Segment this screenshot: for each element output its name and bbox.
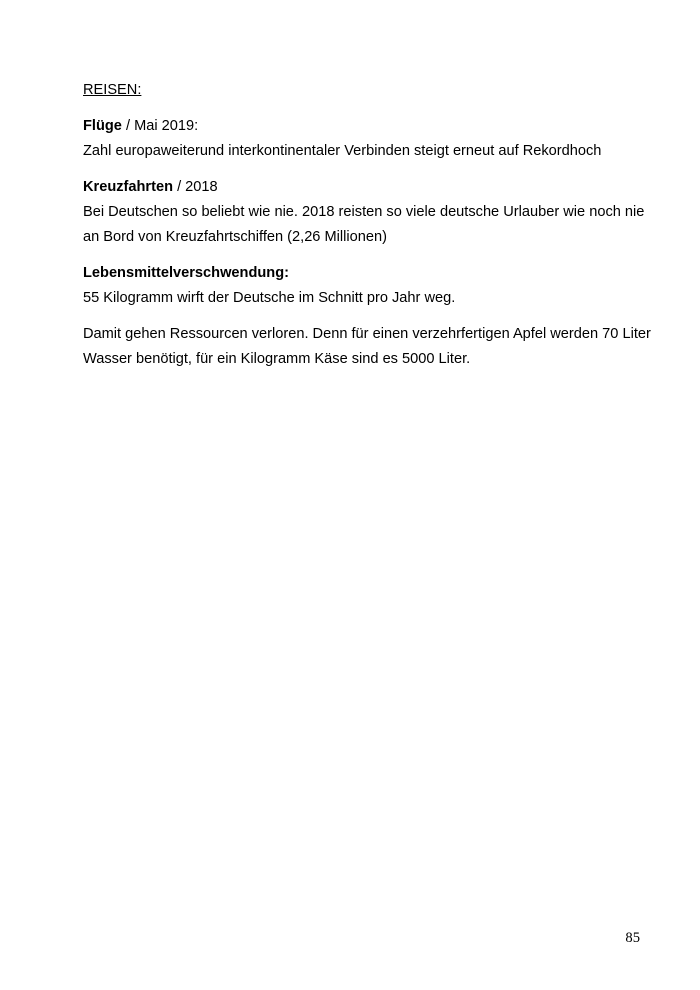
block-ressourcen <box>83 322 651 372</box>
fluege-date: / Mai 2019: <box>121 118 199 134</box>
kreuzfahrten-heading-line <box>83 175 643 200</box>
lebensmittel-title: Lebensmittelverschwendung: <box>83 265 289 281</box>
lebensmittel-text: 55 Kilogramm wirft der Deutsche im Schnitt pro Jahr weg. <box>83 290 456 306</box>
fluege-title: Flüge <box>83 118 122 134</box>
ressourcen-text-line-2: Wasser benötigt, für ein Kilogramm Käse sind es 5000 Liter. <box>83 351 471 367</box>
ressourcen-text-line-1: Damit gehen Ressourcen verloren. Denn für einen verzehrfertigen Apfel werden 70 Liter <box>83 326 651 342</box>
kreuzfahrten-text-line-2: an Bord von Kreuzfahrtschiffen (2,26 Millionen) <box>83 229 387 245</box>
document-page <box>83 78 651 383</box>
block-fluege <box>83 114 643 164</box>
kreuzfahrten-date: / 2018 <box>173 179 218 195</box>
page-number: 85 <box>625 930 640 946</box>
section-heading-reisen: REISEN: <box>83 82 142 98</box>
kreuzfahrten-text-line-1: Bei Deutschen so beliebt wie nie. 2018 reisten so viele deutsche Urlauber wie noch nie <box>83 204 645 220</box>
kreuzfahrten-title: Kreuzfahrten <box>83 179 174 195</box>
fluege-heading-line <box>83 114 643 139</box>
fluege-text: Zahl europaweiterund interkontinentaler Verbinden steigt erneut auf Rekordhoch <box>83 143 602 159</box>
block-kreuzfahrten <box>83 175 643 250</box>
block-lebensmittel <box>83 261 643 311</box>
